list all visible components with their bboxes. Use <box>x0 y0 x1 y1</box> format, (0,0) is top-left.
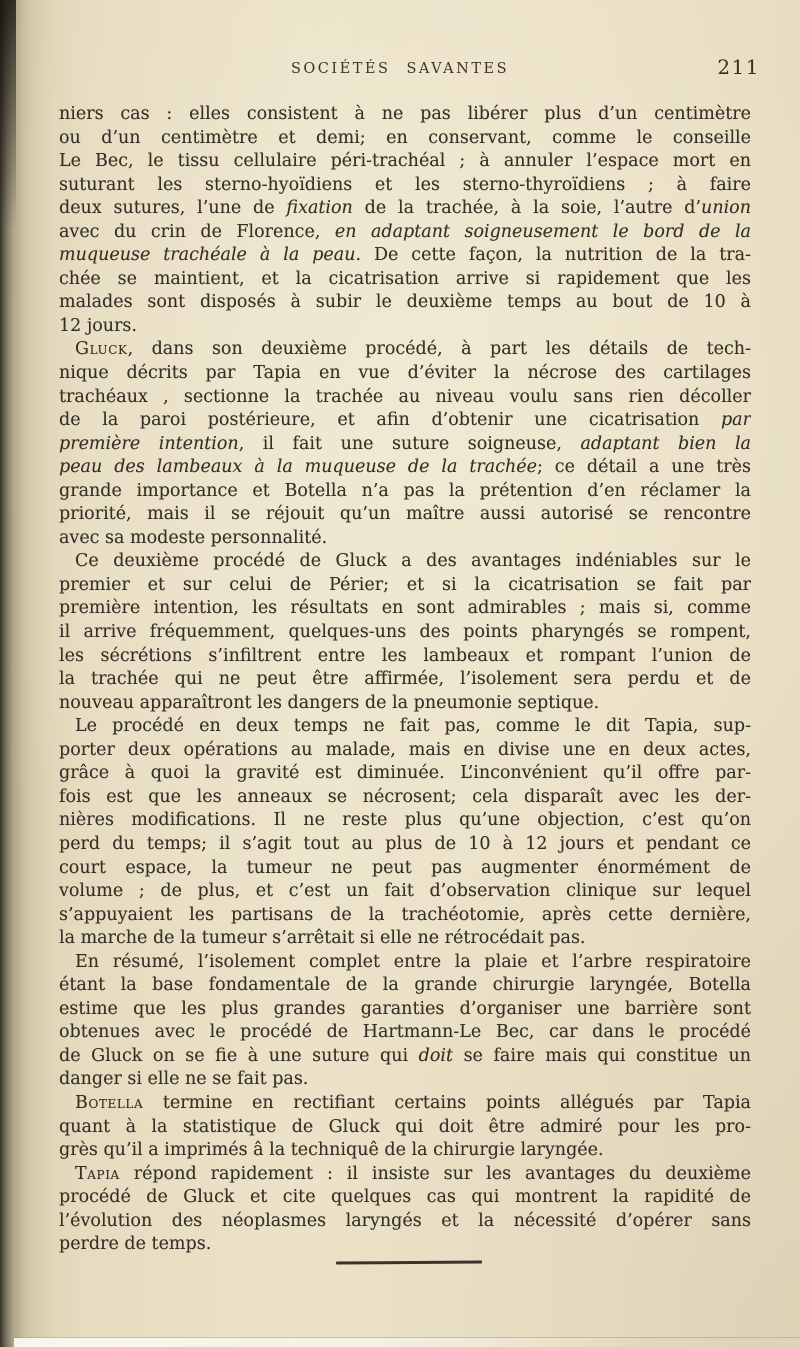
text-line <box>59 174 751 198</box>
text-segment: Ce deuxième procédé de Gluck a des avantages indéniables sur le <box>75 551 751 572</box>
paragraph <box>59 103 751 338</box>
text-segment: quant à la statistique de Gluck qui doit être admiré pour les pro- <box>59 1116 751 1137</box>
running-head-title: SOCIÉTÉS SAVANTES <box>290 61 510 77</box>
text-segment: court espace, la tumeur ne peut pas augmenter énormément de <box>59 857 751 878</box>
text-segment: adaptant bien la <box>580 433 751 454</box>
text-line <box>59 857 751 881</box>
text-segment: avec sa modeste personnalité. <box>59 527 328 548</box>
speaker-name: Gluck <box>75 339 128 360</box>
text-line <box>59 127 751 151</box>
text-segment: nouveau apparaîtront les dangers de la pneumonie septique. <box>59 692 600 713</box>
body-text <box>59 103 751 1257</box>
text-line <box>59 998 751 1022</box>
text-line <box>59 974 751 998</box>
text-line <box>59 103 751 127</box>
text-line <box>59 597 751 621</box>
text-segment: obtenues avec le procédé de Hartmann-Le Bec, car dans le procédé <box>59 1022 751 1043</box>
section-end-rule <box>336 1260 482 1264</box>
text-segment: danger si elle ne se fait pas. <box>59 1069 309 1090</box>
text-segment: répond rapidement : il insiste sur les avantages du deuxième <box>119 1163 751 1184</box>
text-line <box>59 150 751 174</box>
text-segment: nières modifications. Il ne reste plus qu’une objection, c’est qu’on <box>59 810 751 831</box>
text-segment: volume ; de plus, et c’est un fait d’observation clinique sur lequel <box>59 881 751 902</box>
text-segment: première intention, les résultats en sont admirables ; mais si, comme <box>59 598 751 619</box>
text-line <box>59 362 751 386</box>
text-line <box>59 1210 751 1234</box>
text-line <box>59 409 751 433</box>
text-segment: la trachée qui ne peut être affirmée, l’isolement sera perdu et de <box>59 669 751 690</box>
text-line <box>59 1021 751 1045</box>
speaker-name: Tapia <box>75 1163 120 1184</box>
text-segment: de la paroi postérieure, et afin d’obtenir une cicatrisation <box>59 410 721 431</box>
text-segment: union <box>701 198 751 219</box>
text-segment: nique décrits par Tapia en vue d’éviter la nécrose des cartilages <box>59 363 751 384</box>
text-segment: 12 jours. <box>59 315 137 336</box>
text-line <box>59 527 751 551</box>
text-segment: doit <box>418 1045 454 1066</box>
text-segment: grande importance et Botella n’a pas la prétention d’en réclamer la <box>59 480 751 501</box>
text-segment: perdre de temps. <box>59 1234 212 1255</box>
text-segment: muqueuse trachéale à la peau <box>59 245 356 266</box>
text-segment: . De cette façon, la nutrition de la tra- <box>355 245 751 266</box>
text-segment: chée se maintient, et la cicatrisation arrive si rapidement que les <box>59 268 751 289</box>
text-line <box>59 456 751 480</box>
text-segment: première intention <box>59 433 239 454</box>
text-line <box>59 786 751 810</box>
text-segment: , il fait une suture soigneuse, <box>238 433 581 454</box>
text-line <box>59 1116 751 1140</box>
text-segment: la marche de la tumeur s’arrêtait si elle ne rétrocédait pas. <box>59 928 586 949</box>
text-line <box>59 1186 751 1210</box>
paragraph <box>59 1163 751 1257</box>
text-line <box>59 951 751 975</box>
text-line <box>59 1068 751 1092</box>
text-segment: peau des lambeaux à la muqueuse de la trachée <box>59 457 537 478</box>
page-bottom-edge <box>14 1338 800 1347</box>
text-segment: les sécrétions s’infiltrent entre les lambeaux et rompant l’union de <box>59 645 751 666</box>
text-segment: avec du crin de Florence, <box>59 221 335 242</box>
text-segment: fixation <box>286 198 353 219</box>
text-line <box>59 550 751 574</box>
text-line <box>59 221 751 245</box>
text-segment: niers cas : elles consistent à ne pas libérer plus d’un centimètre <box>59 104 751 124</box>
text-line <box>59 433 751 457</box>
text-segment: porter deux opérations au malade, mais en divise une en deux actes, <box>59 739 751 760</box>
text-line <box>59 904 751 928</box>
text-segment: termine en rectifiant certains points allégués par Tapia <box>143 1092 751 1113</box>
text-segment: grâce à quoi la gravité est diminuée. L’inconvénient qu’il offre par- <box>59 763 751 784</box>
text-segment: suturant les sterno-hyoïdiens et les sterno-thyroïdiens ; à faire <box>59 174 751 195</box>
text-segment: fois est que les anneaux se nécrosent; cela disparaît avec les der- <box>59 786 751 807</box>
text-segment: premier et sur celui de Périer; et si la cicatrisation se fait par <box>59 574 751 595</box>
text-segment: Le procédé en deux temps ne fait pas, comme le dit Tapia, sup- <box>75 716 751 737</box>
text-segment: étant la base fondamentale de la grande chirurgie laryngée, Botella <box>59 975 751 996</box>
paragraph <box>59 715 751 950</box>
paragraph <box>59 338 751 550</box>
text-line <box>59 715 751 739</box>
text-line <box>59 645 751 669</box>
text-line <box>59 1045 751 1069</box>
text-segment: s’appuyaient les partisans de la trachéotomie, après cette dernière, <box>59 904 751 925</box>
text-segment: perd du temps; il s’agit tout au plus de 10 à 12 jours et pendant ce <box>59 833 751 854</box>
text-line <box>59 621 751 645</box>
text-segment: En résumé, l’isolement complet entre la plaie et l’arbre respiratoire <box>75 951 751 972</box>
paragraph <box>59 951 751 1092</box>
text-line <box>59 1233 751 1257</box>
text-line <box>59 739 751 763</box>
text-line <box>59 1092 751 1116</box>
text-line <box>59 503 751 527</box>
speaker-name: Botella <box>75 1092 144 1113</box>
text-segment: ou d’un centimètre et demi; en conservant, comme le conseille <box>59 127 751 148</box>
text-segment: procédé de Gluck et cite quelques cas qui montrent la rapidité de <box>59 1187 751 1208</box>
text-segment: ; ce détail a une très <box>536 457 751 478</box>
text-segment: priorité, mais il se réjouit qu’un maître aussi autorisé se rencontre <box>59 504 751 525</box>
text-line <box>59 927 751 951</box>
text-segment: l’évolution des néoplasmes laryngés et la nécessité d’opérer sans <box>59 1210 751 1231</box>
paragraph <box>59 1092 751 1163</box>
page-gutter-shadow-top <box>0 0 16 230</box>
text-line <box>59 668 751 692</box>
text-segment: malades sont disposés à subir le deuxième temps au bout de 10 à <box>59 292 751 313</box>
text-segment: Le Bec, le tissu cellulaire péri-trachéal ; à annuler l’espace mort en <box>59 151 751 172</box>
text-line <box>59 809 751 833</box>
text-line <box>59 338 751 362</box>
text-segment: par <box>720 410 751 431</box>
text-line <box>59 268 751 292</box>
text-line <box>59 1139 751 1163</box>
text-line <box>59 315 751 339</box>
text-line <box>59 833 751 857</box>
text-line <box>59 692 751 716</box>
text-line <box>59 197 751 221</box>
text-segment: , dans son deuxième procédé, à part les détails de tech- <box>127 339 751 360</box>
text-segment: estime que les plus grandes garanties d’organiser une barrière sont <box>59 998 751 1019</box>
text-line <box>59 880 751 904</box>
text-segment: de la trachée, à la soie, l’autre d’ <box>352 198 702 219</box>
text-line <box>59 244 751 268</box>
text-segment: grès qu’il a imprimés â la techniquê de la chirurgie laryngée. <box>59 1140 604 1161</box>
text-line <box>59 762 751 786</box>
text-line <box>59 386 751 410</box>
text-segment: deux sutures, l’une de <box>59 198 287 219</box>
page-gutter-shadow <box>0 0 52 1347</box>
text-segment: trachéaux , sectionne la trachée au niveau voulu sans rien décoller <box>59 386 751 407</box>
text-line <box>59 480 751 504</box>
page-number: 211 <box>717 55 760 79</box>
text-line <box>59 574 751 598</box>
text-line <box>59 1163 751 1187</box>
text-segment: il arrive fréquemment, quelques-uns des points pharyngés se rompent, <box>59 622 751 643</box>
text-segment: de Gluck on se fie à une suture qui <box>59 1045 419 1066</box>
text-segment: en adaptant soigneusement le bord de la <box>334 221 751 242</box>
paragraph <box>59 550 751 715</box>
text-line <box>59 291 751 315</box>
text-segment: se faire mais qui constitue un <box>453 1045 751 1066</box>
